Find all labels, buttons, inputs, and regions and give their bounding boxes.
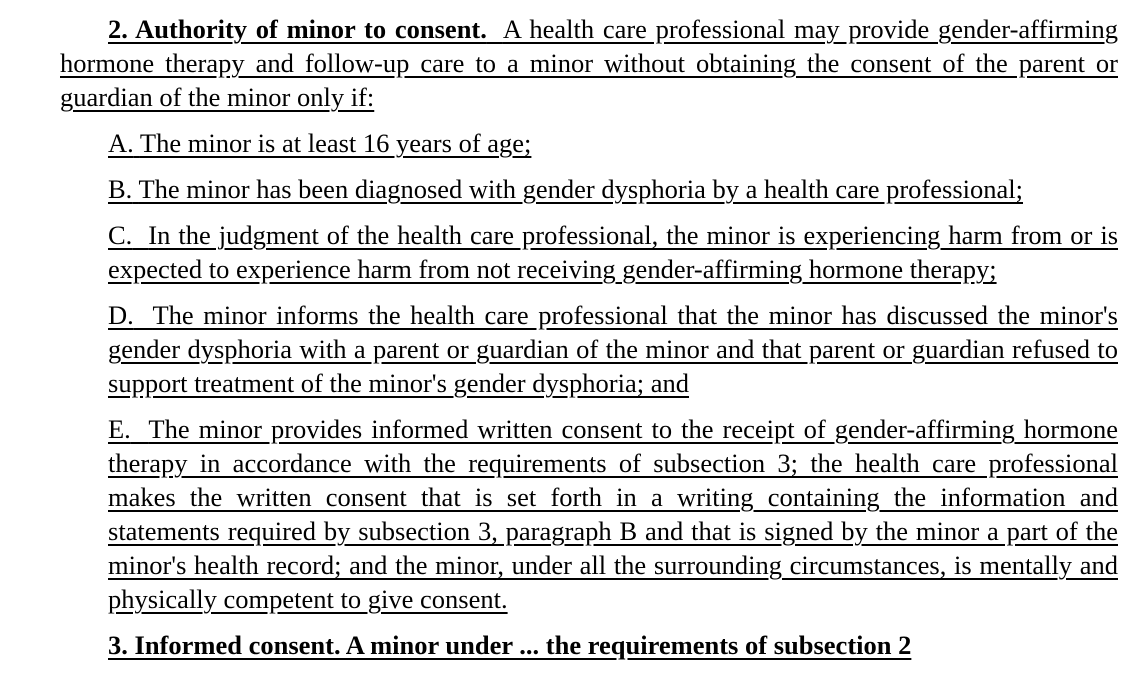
- item-a: [108, 126, 1118, 160]
- item-b-text: The minor has been diagnosed with gender dysphoria by a health care professional;: [138, 174, 1023, 204]
- document-page: [60, 12, 1118, 662]
- item-c: [108, 218, 1118, 286]
- item-e-text: The minor provides informed written consent to the receipt of gender-affirming hormone therapy in accordance with the requirements of subsection 3; the health care professional makes the written consent that is set forth in a writing containing the information and statements required by subsection 3, paragraph B and that is signed by the minor a part of the minor's health record; and the minor, under all the surrounding circumstances, is mentally and physically competent to give consent.: [108, 414, 1118, 614]
- item-a-text: The minor is at least 16 years of age;: [139, 128, 532, 158]
- item-d: [108, 298, 1118, 400]
- item-c-text: In the judgment of the health care professional, the minor is experiencing harm from or is expected to experience harm from not receiving gender-affirming hormone therapy;: [108, 220, 1119, 284]
- item-e-label: E.: [108, 414, 131, 444]
- item-c-label: C.: [108, 220, 133, 250]
- section-2-paragraph: [60, 12, 1118, 114]
- item-a-label: A.: [108, 128, 134, 158]
- section-heading: 2. Authority of minor to consent.: [108, 14, 487, 44]
- item-e: [108, 412, 1118, 616]
- item-b-label: B.: [108, 174, 133, 204]
- item-d-label: D.: [108, 300, 134, 330]
- item-d-text: The minor informs the health care professional that the minor has discussed the minor's gender dysphoria with a parent or guardian of the minor and that parent or guardian refused to support treatment of the minor's gender dysphoria; and: [108, 300, 1118, 398]
- item-b: [108, 172, 1118, 206]
- section-intro: A health care professional may provide gender-affirming hormone therapy and follow-up care to a minor without obtaining the consent of the parent or guardian of the minor only if:: [60, 14, 1118, 112]
- next-section-partial: 3. Informed consent. A minor under ... the requirements of subsection 2: [108, 630, 912, 660]
